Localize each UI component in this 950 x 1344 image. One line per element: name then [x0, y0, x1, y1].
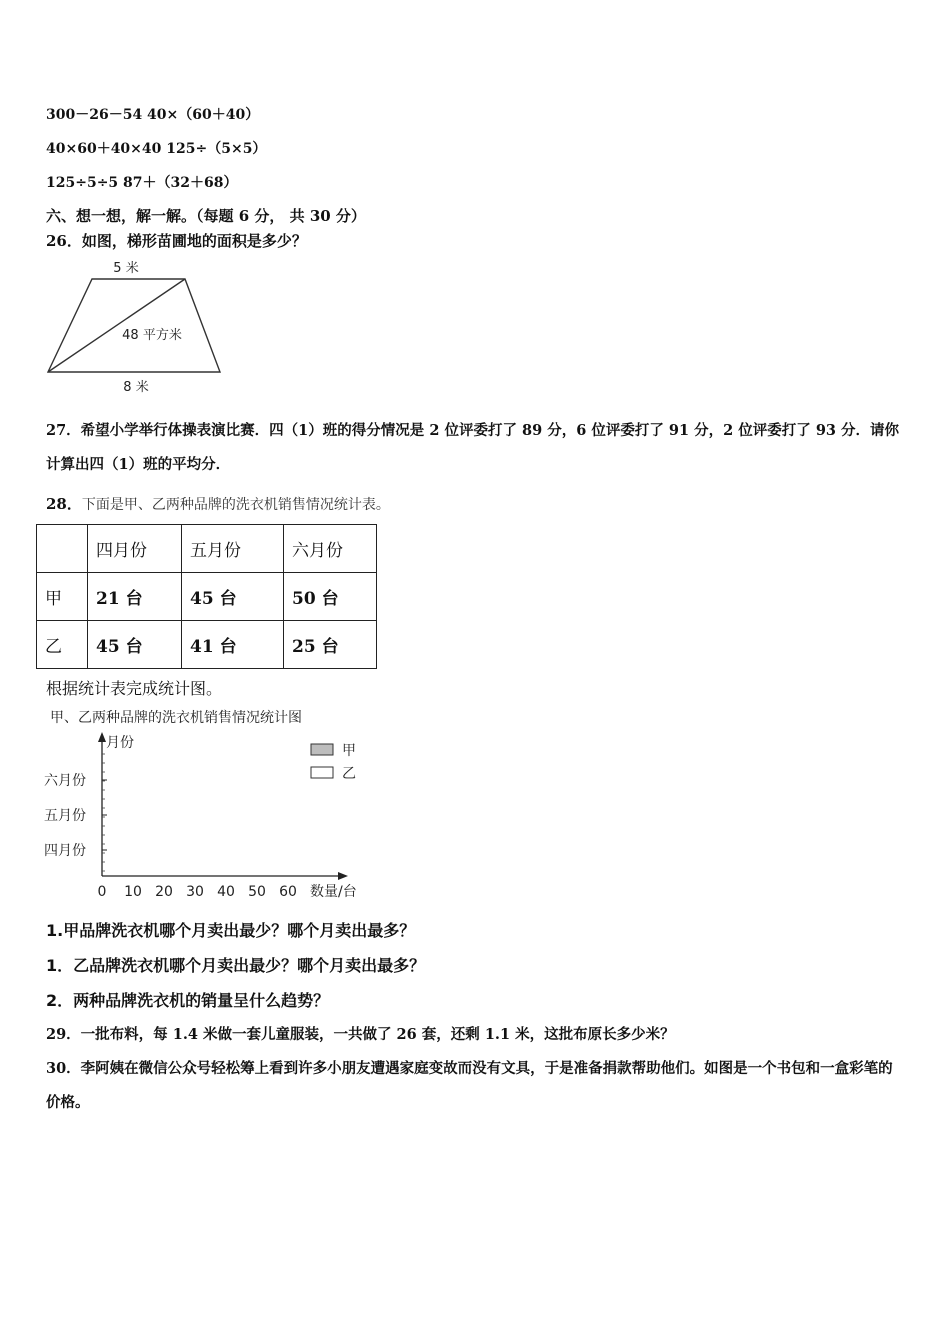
section-6-title: 六、想一想，解一解。（每题 6 分， 共 30 分）	[46, 207, 366, 225]
q28-text: 下面是甲、乙两种品牌的洗衣机销售情况统计表。	[81, 497, 390, 513]
calc-line-3: 125÷5÷5 87＋（32＋68）	[46, 175, 238, 191]
x-tick-label: 60	[279, 884, 297, 900]
table-header-row	[37, 525, 377, 573]
q28-sub1: 1.甲品牌洗衣机哪个月卖出最少？哪个月卖出最多？	[46, 921, 416, 940]
q28-sub2: 1．乙品牌洗衣机哪个月卖出最少？哪个月卖出最多？	[46, 956, 426, 975]
table-cell: 21 台	[88, 573, 182, 621]
q30-text: 30．李阿姨在微信公众号轻松筹上看到许多小朋友遭遇家庭变故而没有文具，于是准备捐款帮助他们。如图是一个书包和一盒彩笔的价格。	[46, 1060, 893, 1111]
table-row-label-yi: 乙	[37, 621, 88, 669]
chart-x-axis-arrow	[338, 872, 348, 880]
q28-number: 28．	[46, 495, 82, 513]
chart-ticks	[44, 754, 297, 900]
table-cell: 45 台	[182, 573, 284, 621]
chart-x-label: 数量/台	[310, 884, 357, 900]
x-tick-label: 10	[124, 884, 142, 900]
trapezoid-figure	[40, 255, 230, 400]
x-tick-label: 0	[97, 884, 107, 900]
calc-line-2: 40×60＋40×40 125÷（5×5）	[46, 141, 267, 157]
chart-instruction: 根据统计表完成统计图。	[46, 679, 223, 698]
trapezoid-top-label: 5 米	[113, 261, 139, 276]
chart-y-label: 月份	[106, 735, 134, 751]
legend-label-jia: 甲	[342, 743, 356, 759]
y-tick-label: 四月份	[44, 843, 86, 859]
q26-text: 26．如图，梯形苗圃地的面积是多少？	[46, 232, 307, 250]
table-cell: 45 台	[88, 621, 182, 669]
y-tick-label: 六月份	[44, 773, 86, 789]
legend-swatch-yi	[311, 767, 333, 778]
table-row-label-jia: 甲	[37, 573, 88, 621]
q28-heading	[46, 493, 390, 514]
table-row	[37, 621, 377, 669]
x-tick-label: 30	[186, 884, 204, 900]
q29-text: 29．一批布料，每 1.4 米做一套儿童服装，一共做了 26 套，还剩 1.1 米，这批布原长多少米？	[46, 1026, 675, 1043]
chart-y-axis-arrow	[98, 732, 106, 742]
table-header-april: 四月份	[88, 525, 182, 573]
table-row	[37, 573, 377, 621]
sales-chart	[40, 704, 380, 904]
x-tick-label: 40	[217, 884, 235, 900]
trapezoid-area-label: 48 平方米	[122, 328, 182, 343]
table-header-june: 六月份	[284, 525, 377, 573]
chart-title: 甲、乙两种品牌的洗衣机销售情况统计图	[50, 710, 302, 726]
x-tick-label: 50	[248, 884, 266, 900]
sales-table	[36, 524, 377, 669]
table-cell: 25 台	[284, 621, 377, 669]
table-cell: 50 台	[284, 573, 377, 621]
q27-text: 27．希望小学举行体操表演比赛．四（1）班的得分情况是 2 位评委打了 89 分，6 位评委打了 91 分，2 位评委打了 93 分．请你计算出四（1）班的平均分．	[46, 422, 900, 473]
y-tick-label: 五月份	[44, 808, 86, 824]
table-header-may: 五月份	[182, 525, 284, 573]
table-corner-cell	[37, 525, 88, 573]
q28-sub3: 2．两种品牌洗衣机的销量呈什么趋势？	[46, 991, 330, 1010]
calc-line-1: 300－26－54 40×（60＋40）	[46, 107, 260, 123]
legend-swatch-jia	[311, 744, 333, 755]
trapezoid-diagonal	[48, 279, 185, 372]
table-cell: 41 台	[182, 621, 284, 669]
trapezoid-shape	[48, 279, 220, 372]
x-tick-label: 20	[155, 884, 173, 900]
legend-label-yi: 乙	[342, 766, 356, 782]
trapezoid-bottom-label: 8 米	[123, 380, 149, 395]
